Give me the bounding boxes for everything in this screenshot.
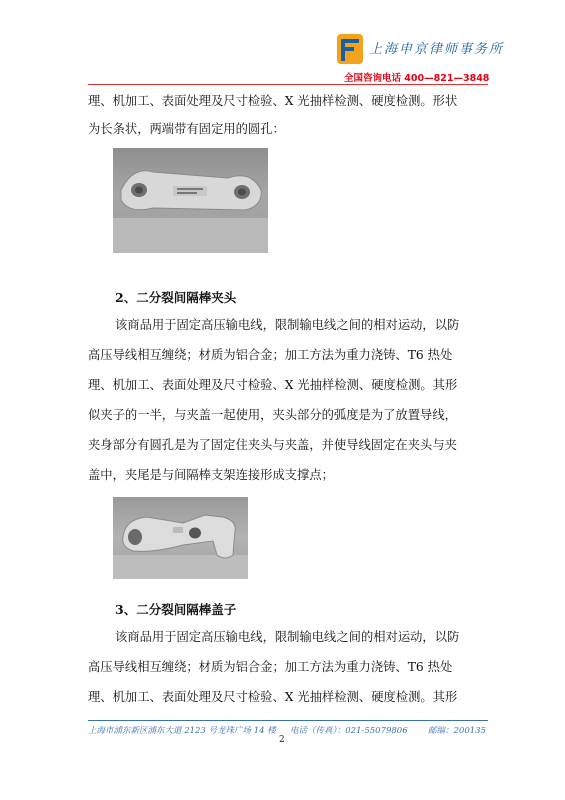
footer-address: 上海市浦东新区浦东大道 2123 号龙珠广场 14 楼 — [88, 726, 276, 736]
paragraph-line: 该商品用于固定高压输电线，限制输电线之间的相对运动，以防 — [115, 318, 460, 332]
paragraph-line: 理、机加工、表面处理及尺寸检验、X 光抽样检测、硬度检测。其形 — [88, 378, 458, 392]
law-firm-logo-icon — [335, 32, 365, 66]
page-number: 2 — [279, 735, 285, 745]
paragraph-line: 理、机加工、表面处理及尺寸检验、X 光抽样检测、硬度检测。其形 — [88, 690, 458, 704]
paragraph-line: 盖中，夹尾是与间隔棒支架连接形成支撑点； — [88, 468, 334, 482]
section-heading: 2、二分裂间隔棒夹头 — [115, 290, 237, 305]
paragraph-line: 高压导线相互缠绕；材质为铝合金；加工方法为重力浇铸、T6 热处 — [88, 660, 453, 674]
header-logo — [335, 32, 535, 72]
clamp-head-image — [113, 497, 248, 579]
paragraph-line: 该商品用于固定高压输电线，限制输电线之间的相对运动，以防 — [115, 630, 460, 644]
spacer-bar-image — [113, 148, 268, 253]
product-photo-spacer-bar — [113, 148, 268, 253]
product-photo-clamp-head — [113, 497, 248, 579]
paragraph-line: 理、机加工、表面处理及尺寸检验、X 光抽样检测、硬度检测。形状 — [88, 94, 458, 108]
paragraph-line: 为长条状，两端带有固定用的圆孔： — [88, 122, 285, 136]
paragraph-line: 高压导线相互缠绕；材质为铝合金；加工方法为重力浇铸、T6 热处 — [88, 348, 453, 362]
hotline: 全国咨询电话 400—821—3848 — [344, 73, 490, 84]
footer-phone: 电话（传真）：021-55079806 — [290, 726, 408, 736]
section-heading: 3、二分裂间隔棒盖子 — [115, 602, 237, 617]
header-divider — [88, 84, 488, 85]
paragraph-line: 似夹子的一半，与夹盖一起使用，夹头部分的弧度是为了放置导线， — [88, 408, 457, 422]
footer-divider — [88, 720, 488, 721]
paragraph-line: 夹身部分有圆孔是为了固定住夹头与夹盖，并使导线固定在夹头与夹 — [88, 438, 457, 452]
firm-name: 上海申京律师事务所 — [369, 42, 505, 57]
footer-postcode: 邮编：200135 — [428, 726, 486, 736]
